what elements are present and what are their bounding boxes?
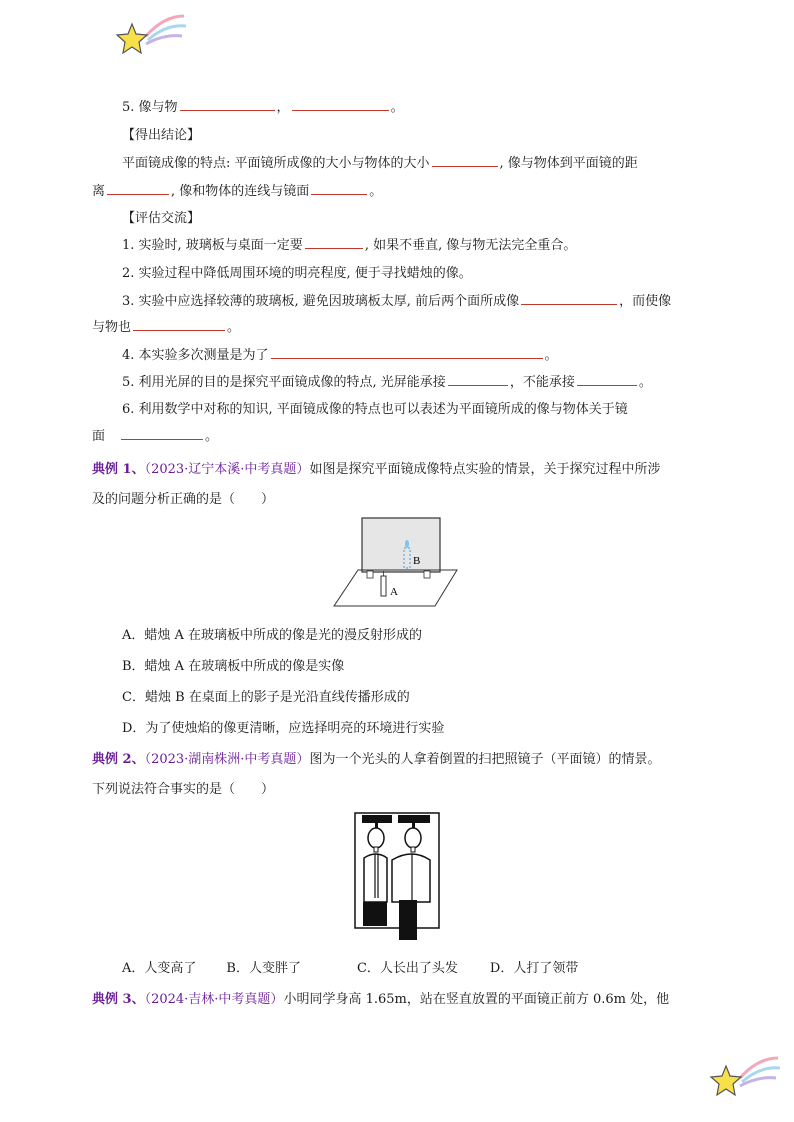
example-2-option-d[interactable]: D．人打了领带	[489, 961, 579, 976]
evaluation-item-2: 2. 实验过程中降低周围环境的明亮程度, 便于寻找蜡烛的像。	[122, 266, 472, 281]
evaluation-item-1: 1. 实验时, 玻璃板与桌面一定要 , 如果不垂直, 像与物无法完全重合。	[122, 238, 577, 253]
answer-blank[interactable]	[292, 98, 389, 111]
example-2-option-a[interactable]: A．人变高了	[122, 961, 197, 976]
evaluation-item-3-cont: 与物也 。	[92, 320, 241, 335]
conclusion-heading: 【得出结论】	[122, 128, 201, 143]
example-1-option-d[interactable]: D．为了使烛焰的像更清晰，应选择明亮的环境进行实验	[122, 721, 445, 736]
evaluation-item-6-cont: 面 。	[92, 429, 219, 444]
shooting-star-icon	[112, 10, 188, 58]
example-1-option-c[interactable]: C．蜡烛 B 在桌面上的影子是光沿直线传播形成的	[122, 690, 410, 705]
example-1-option-b[interactable]: B．蜡烛 A 在玻璃板中所成的像是实像	[122, 659, 345, 674]
answer-blank[interactable]	[305, 236, 363, 249]
evaluation-item-6: 6. 利用数学中对称的知识, 平面镜成像的特点也可以表述为平面镜所成的像与物体关于镜	[122, 402, 628, 417]
answer-blank[interactable]	[521, 292, 617, 305]
answer-blank[interactable]	[180, 98, 275, 111]
example-2-option-b[interactable]: B．人变胖了	[226, 961, 301, 976]
example-1-stem-cont: 及的问题分析正确的是（ ）	[92, 492, 275, 507]
item-5: 5. 像与物 ， 。	[122, 100, 404, 115]
evaluation-item-3: 3. 实验中应选择较薄的玻璃板, 避免因玻璃板太厚, 前后两个面所成像 ，而使像	[122, 294, 672, 309]
example-1-stem: 典例 1、（2023·辽宁本溪·中考真题）如图是探究平面镜成像特点实验的情景，关于探究过程中所涉	[92, 462, 661, 477]
mirror-experiment-figure	[330, 516, 466, 610]
evaluation-heading: 【评估交流】	[122, 211, 201, 226]
example-2-stem: 典例 2、（2023·湖南株洲·中考真题）图为一个光头的人拿着倒置的扫把照镜子（平面镜）的情景。	[92, 752, 661, 767]
evaluation-item-4: 4. 本实验多次测量是为了 。	[122, 348, 558, 363]
answer-blank[interactable]	[432, 154, 498, 167]
conclusion-line-1: 平面镜成像的特点: 平面镜所成像的大小与物体的大小 , 像与物体到平面镜的距	[122, 156, 638, 171]
label-a: A	[390, 586, 398, 598]
example-1-option-a[interactable]: A．蜡烛 A 在玻璃板中所成的像是光的漫反射形成的	[122, 628, 423, 643]
answer-blank[interactable]	[448, 373, 508, 386]
example-2-option-c[interactable]: C．人长出了头发	[356, 961, 458, 976]
answer-blank[interactable]	[311, 182, 367, 195]
label-b: B	[413, 555, 421, 567]
mirror-broom-figure	[354, 812, 440, 942]
example-2-options	[122, 957, 578, 976]
answer-blank[interactable]	[577, 373, 637, 386]
answer-blank[interactable]	[121, 427, 203, 440]
evaluation-item-5: 5. 利用光屏的目的是探究平面镜成像的特点, 光屏能承接 ，不能承接 。	[122, 375, 652, 390]
example-3-stem: 典例 3、（2024·吉林·中考真题）小明同学身高 1.65m，站在竖直放置的平面镜正前方 0.6m 处，他	[92, 992, 670, 1007]
example-2-stem-cont: 下列说法符合事实的是（ ）	[92, 782, 275, 797]
answer-blank[interactable]	[271, 346, 543, 359]
conclusion-line-2: 离 , 像和物体的连线与镜面 。	[92, 184, 383, 199]
answer-blank[interactable]	[107, 182, 169, 195]
shooting-star-icon	[706, 1052, 782, 1100]
answer-blank[interactable]	[133, 318, 225, 331]
